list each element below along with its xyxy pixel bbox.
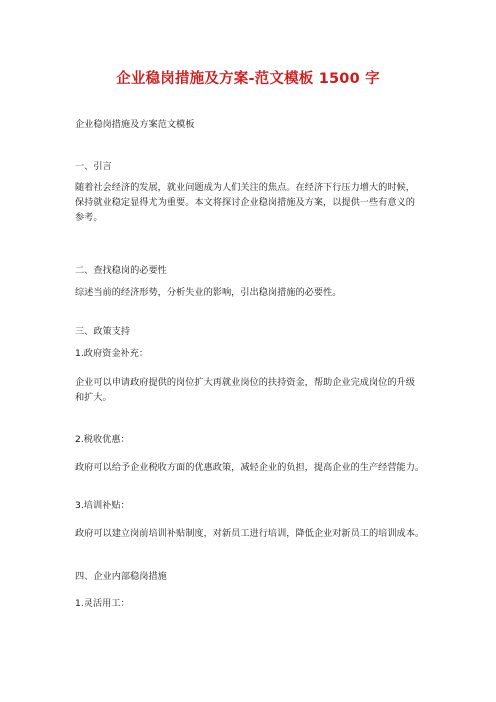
list-item-title: 2.税收优惠： [75, 434, 130, 445]
paragraph-line: 参考。 [75, 212, 103, 223]
paragraph-line: 随着社会经济的发展，就业问题成为人们关注的焦点。在经济下行压力增大的时候， [75, 182, 415, 193]
paragraph-line: 企业可以申请政府提供的岗位扩大再就业岗位的扶持资金，帮助企业完成岗位的升级 [75, 377, 415, 388]
section-heading-intro: 一、引言 [75, 161, 112, 172]
list-item-title: 1.政府资金补充： [75, 348, 149, 359]
document-title: 企业稳岗措施及方案-范文模板 1500 字 [116, 71, 380, 87]
paragraph-line: 和扩大。 [75, 392, 112, 403]
list-item-title: 3.培训补贴： [75, 500, 130, 511]
paragraph-line: 保持就业稳定显得尤为重要。本文将探讨企业稳岗措施及方案，以提供一些有意义的 [75, 197, 415, 208]
section-heading-internal: 四、企业内部稳岗措施 [75, 571, 167, 582]
paragraph-line: 政府可以建立岗前培训补贴制度，对新员工进行培训，降低企业对新员工的培训成本。 [75, 528, 425, 539]
section-heading-policy: 三、政策支持 [75, 326, 131, 337]
section-heading-necessity: 二、查找稳岗的必要性 [75, 265, 167, 276]
document-subtitle: 企业稳岗措施及方案范文模板 [75, 119, 195, 130]
paragraph-line: 综述当前的经济形势，分析失业的影响，引出稳岗措施的必要性。 [75, 287, 342, 298]
list-item-title: 1.灵活用工： [75, 598, 130, 609]
paragraph-line: 政府可以给予企业税收方面的优惠政策，减轻企业的负担，提高企业的生产经营能力。 [75, 462, 425, 473]
